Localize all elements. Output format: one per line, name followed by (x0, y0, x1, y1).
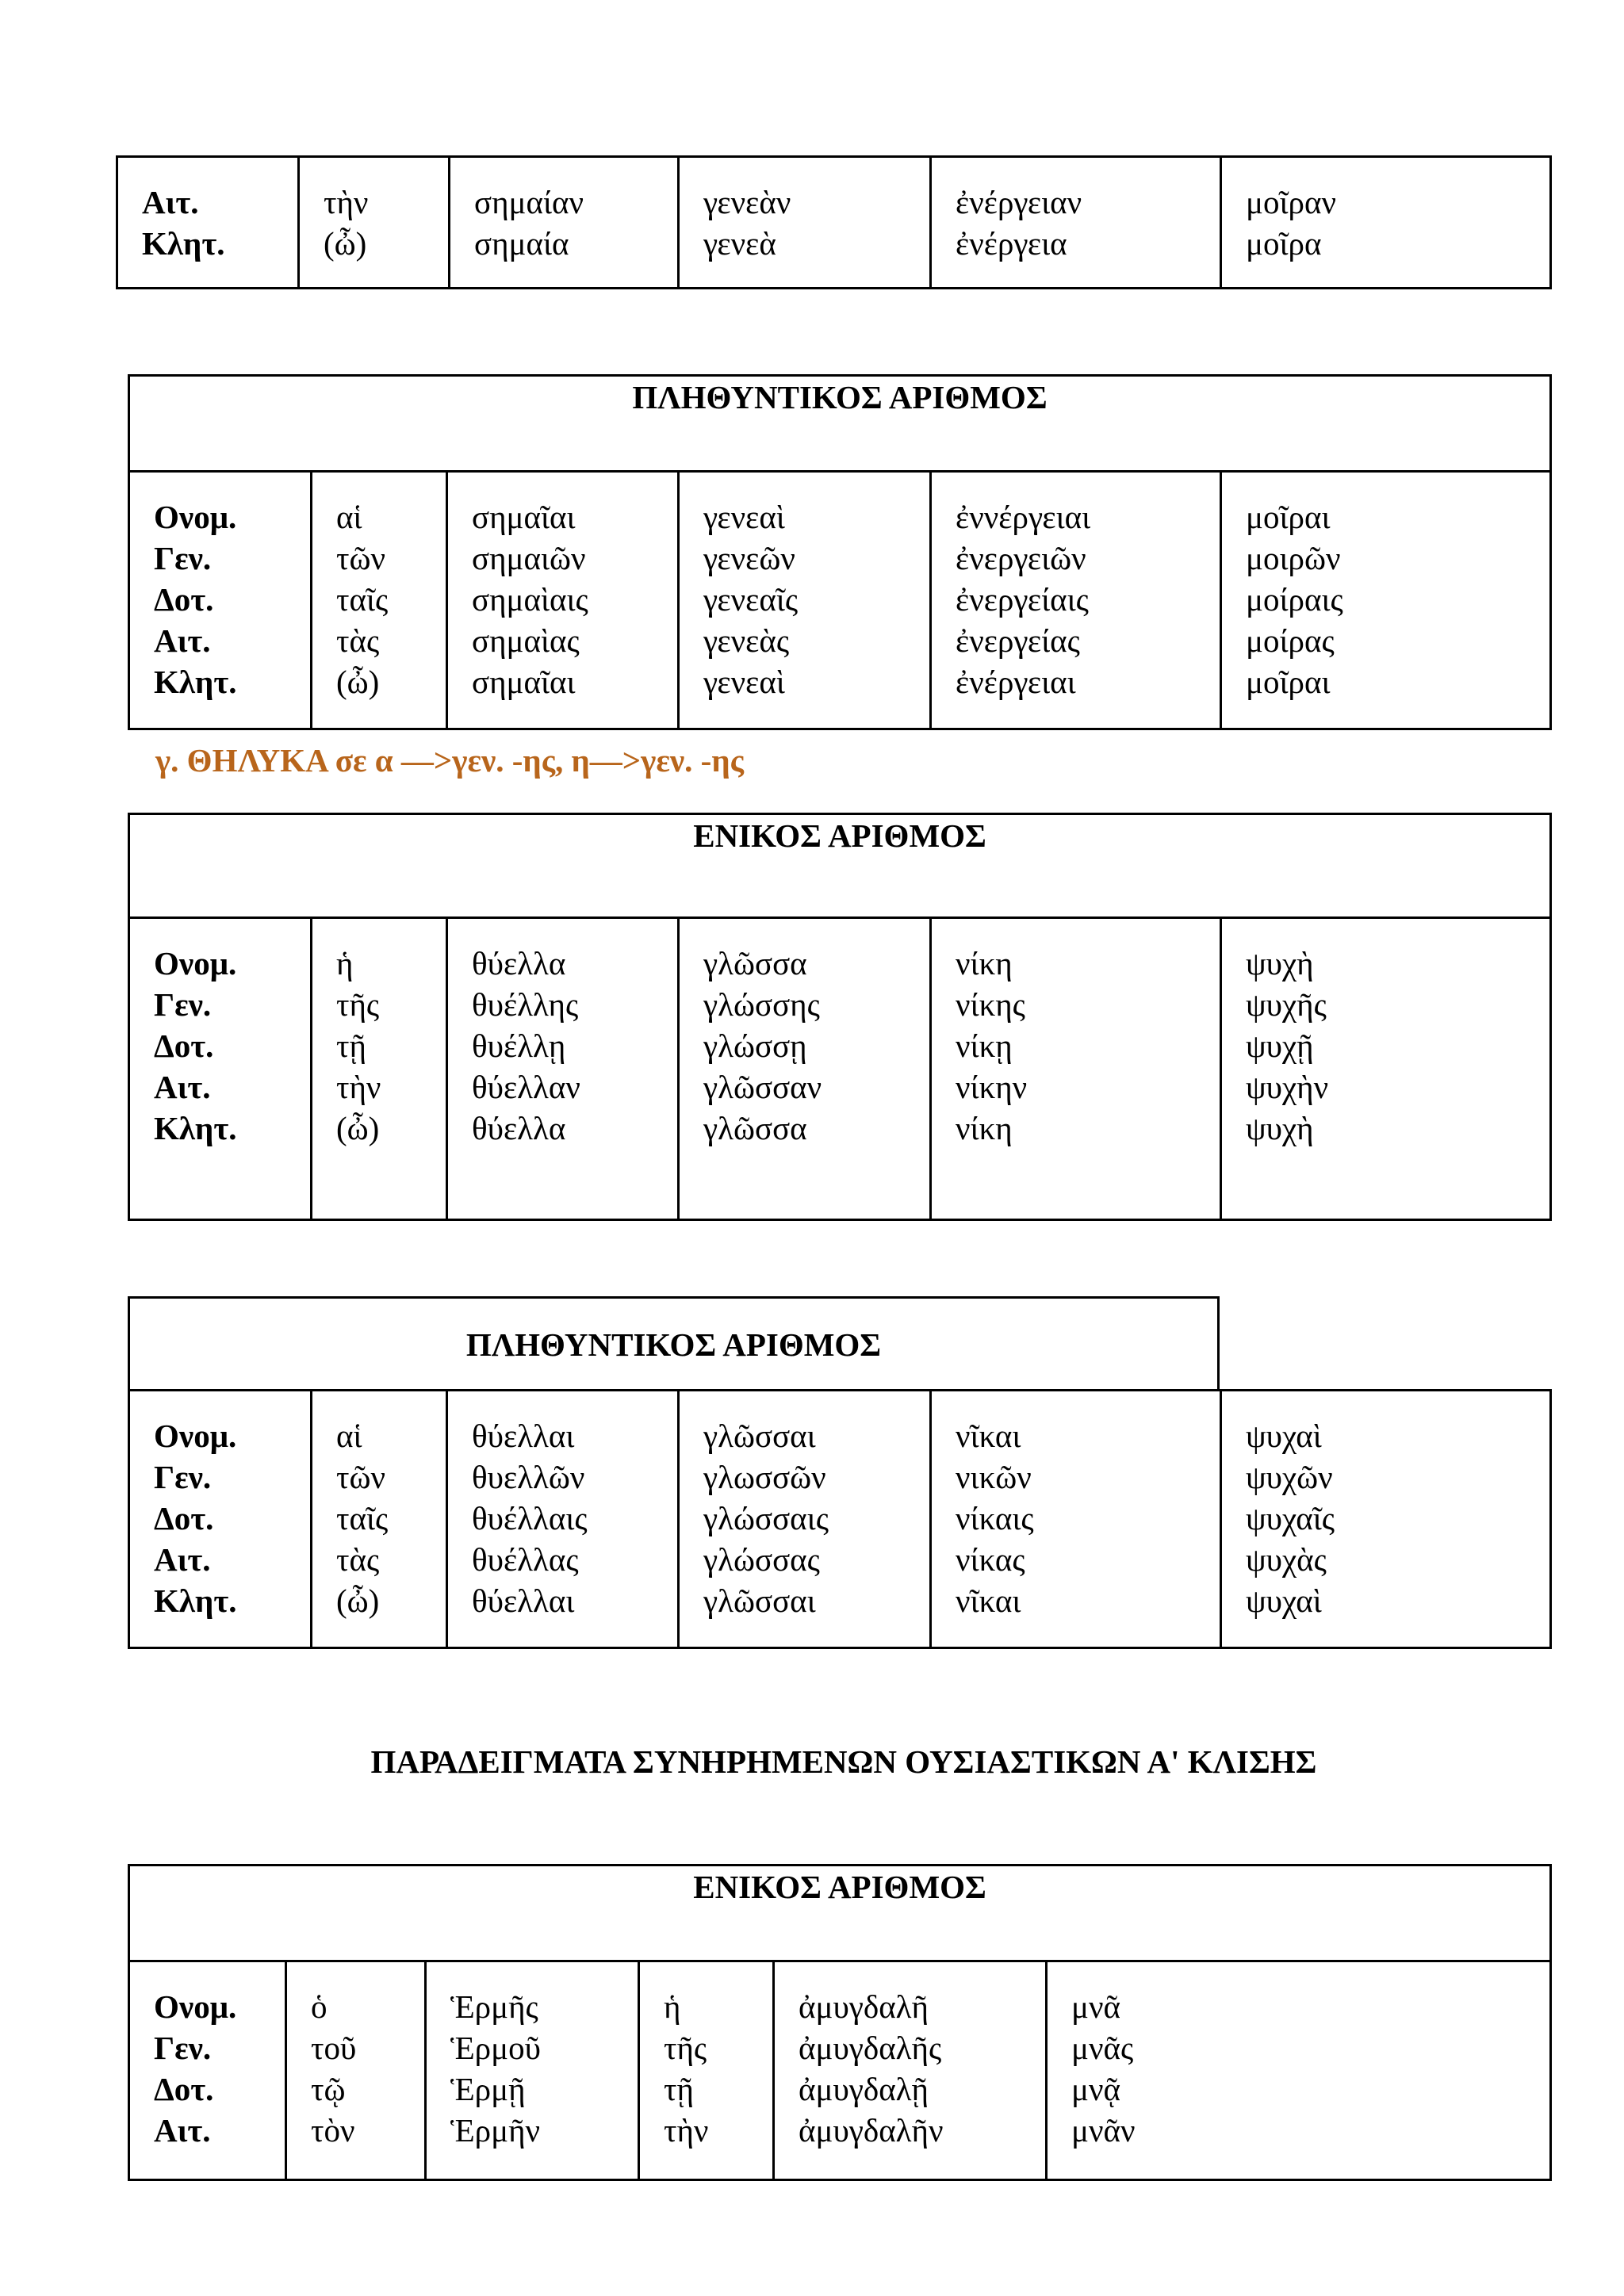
noun-column (931, 157, 1221, 289)
case-label: Γεν. (154, 540, 212, 576)
form: τὸν (311, 2112, 355, 2149)
noun-column (1221, 472, 1551, 729)
form: νῖκαι (956, 1418, 1021, 1454)
form: γενεὰς (703, 622, 790, 659)
form: νῖκαι (956, 1582, 1021, 1619)
form: ἀμυγδαλῇ (799, 2071, 929, 2107)
form: τὰς (336, 1541, 380, 1578)
table-row (129, 918, 1551, 1220)
form: ἐννέργειαι (956, 499, 1091, 535)
table-2-plural (128, 374, 1552, 730)
table-header-row (129, 376, 1551, 472)
form: σημαῖαι (472, 499, 576, 535)
form: γλώσσας (703, 1541, 820, 1578)
form: μνᾶ (1071, 1988, 1121, 2025)
case-labels (129, 1391, 312, 1648)
form: νίκην (956, 1069, 1028, 1105)
case-label: Ονομ. (154, 1988, 237, 2025)
form: ἀμυγδαλῆν (799, 2112, 944, 2149)
noun-column (450, 157, 679, 289)
form: γενεαὶ (703, 664, 785, 700)
case-label: Γεν. (154, 2030, 212, 2066)
case-labels (117, 157, 299, 289)
case-label: Αιτ. (142, 184, 199, 220)
case-label: Ονομ. (154, 945, 237, 982)
form: (ὦ) (336, 664, 380, 700)
form: γλώσσης (703, 986, 820, 1023)
form: γλῶσσα (703, 1110, 807, 1146)
article-column (299, 157, 450, 289)
form: νίκαις (956, 1500, 1034, 1536)
form: ψυχαὶ (1246, 1418, 1322, 1454)
form: Ἑρμῆν (450, 2112, 541, 2149)
table-3-singular (128, 813, 1552, 1221)
table-header: ΕΝΙΚΟΣ ΑΡΙΘΜΟΣ (129, 814, 1551, 918)
case-labels (129, 918, 312, 1220)
case-label: Ονομ. (154, 499, 237, 535)
case-label: Δοτ. (154, 581, 214, 618)
form: γενεῶν (703, 540, 795, 576)
case-label: Αιτ. (154, 622, 211, 659)
article-column (312, 472, 447, 729)
form: ἐνέργεια (956, 225, 1067, 262)
form: τῇ (664, 2071, 694, 2107)
noun-column (679, 157, 931, 289)
table-row (129, 472, 1551, 729)
form: ψυχὴν (1246, 1069, 1329, 1105)
noun-column (931, 918, 1221, 1220)
form: ἡ (664, 1988, 681, 2025)
table-4-header-box (128, 1296, 1220, 1390)
form: νίκης (956, 986, 1025, 1023)
form: ἐνέργειαι (956, 664, 1076, 700)
table-1-sg-continuation (116, 155, 1552, 289)
feminine-section-heading: γ. ΘΗΛΥΚΑ σε α —>γεν. -ης, η—>γεν. -ης (155, 742, 744, 779)
article-column (286, 1961, 426, 2180)
form: ταῖς (336, 1500, 389, 1536)
table-header-row (129, 814, 1551, 918)
form: σημαῖαι (472, 664, 576, 700)
form: θυέλλης (472, 986, 579, 1023)
article-column (312, 1391, 447, 1648)
form: ψυχῶν (1246, 1459, 1333, 1495)
form: θυέλλας (472, 1541, 579, 1578)
noun-column (679, 472, 931, 729)
case-label: Δοτ. (154, 1027, 214, 1064)
form: τὴν (336, 1069, 381, 1105)
form: μοῖραν (1246, 184, 1336, 220)
form: μοῖρα (1246, 225, 1322, 262)
form: αἱ (336, 499, 362, 535)
form: μοίρας (1246, 622, 1335, 659)
noun-column (931, 1391, 1221, 1648)
contracted-section-heading: ΠΑΡΑΔΕΙΓΜΑΤΑ ΣΥΝΗΡΗΜΕΝΩΝ ΟΥΣΙΑΣΤΙΚΩΝ Α' ΚΛΙΣΗΣ (370, 1743, 1317, 1780)
noun-column (426, 1961, 639, 2180)
table-row (129, 1961, 1551, 2180)
form: θύελλαι (472, 1582, 575, 1619)
form: τῇ (336, 1027, 366, 1064)
noun-column (774, 1961, 1047, 2180)
noun-column (447, 1391, 679, 1648)
form: ὁ (311, 1988, 327, 2025)
form: ἀμυγδαλῆς (799, 2030, 942, 2066)
form: μοῖραι (1246, 499, 1331, 535)
form: ψυχαὶ (1246, 1582, 1322, 1619)
form: ἡ (336, 945, 354, 982)
table-row (117, 157, 1551, 289)
form: γενεαὶ (703, 499, 785, 535)
table-row (129, 1391, 1551, 1648)
form: ψυχὴ (1246, 1110, 1314, 1146)
form: θύελλαν (472, 1069, 580, 1105)
article-column (312, 918, 447, 1220)
noun-column (931, 472, 1221, 729)
table-header-row (129, 1866, 1551, 1961)
form: μοῖραι (1246, 664, 1331, 700)
form: τῷ (311, 2071, 346, 2107)
form: αἱ (336, 1418, 362, 1454)
form: γλῶσσαι (703, 1418, 816, 1454)
form: μνᾷ (1071, 2071, 1121, 2107)
form: σημαὶας (472, 622, 580, 659)
form: ἐνεργειῶν (956, 540, 1086, 576)
noun-column (447, 918, 679, 1220)
form: Ἑρμοῦ (450, 2030, 541, 2066)
form: ἐνεργείας (956, 622, 1080, 659)
form: νικῶν (956, 1459, 1032, 1495)
form: μνᾶς (1071, 2030, 1134, 2066)
form: τῆς (336, 986, 380, 1023)
noun-column (679, 918, 931, 1220)
form: ἐνέργειαν (956, 184, 1082, 220)
noun-column (679, 1391, 931, 1648)
form: γλωσσῶν (703, 1459, 826, 1495)
table-header: ΠΛΗΘΥΝΤΙΚΟΣ ΑΡΙΘΜΟΣ (465, 1326, 882, 1363)
case-label: Αιτ. (154, 2112, 211, 2149)
case-label: Κλητ. (154, 1110, 237, 1146)
form: (ὦ) (324, 225, 367, 262)
noun-column (1221, 157, 1551, 289)
table-header: ΕΝΙΚΟΣ ΑΡΙΘΜΟΣ (129, 1866, 1551, 1961)
form: νίκη (956, 945, 1013, 982)
case-label: Κλητ. (142, 225, 225, 262)
form: γλῶσσα (703, 945, 807, 982)
case-label: Κλητ. (154, 664, 237, 700)
case-label: Γεν. (154, 1459, 212, 1495)
form: γενεὰν (703, 184, 791, 220)
form: νίκας (956, 1541, 1025, 1578)
case-label: Δοτ. (154, 1500, 214, 1536)
form: Ἑρμῇ (450, 2071, 526, 2107)
case-labels (129, 472, 312, 729)
form: (ὦ) (336, 1582, 380, 1619)
form: σημαίαν (474, 184, 584, 220)
form: σημαὶαις (472, 581, 588, 618)
form: γενεὰ (703, 225, 776, 262)
form: σημαία (474, 225, 569, 262)
table-header: ΠΛΗΘΥΝΤΙΚΟΣ ΑΡΙΘΜΟΣ (129, 376, 1551, 472)
form: τῶν (336, 540, 386, 576)
form: τῆς (664, 2030, 707, 2066)
form: ψυχῇ (1246, 1027, 1314, 1064)
form: ψυχῆς (1246, 986, 1327, 1023)
case-label: Γεν. (154, 986, 212, 1023)
form: θυελλῶν (472, 1459, 585, 1495)
case-label: Κλητ. (154, 1582, 237, 1619)
case-label: Αιτ. (154, 1541, 211, 1578)
form: θύελλαι (472, 1418, 575, 1454)
form: τὴν (324, 184, 369, 220)
article-column (639, 1961, 774, 2180)
form: θύελλα (472, 1110, 566, 1146)
noun-column (1047, 1961, 1551, 2180)
form: γλώσσῃ (703, 1027, 807, 1064)
form: θυέλλαις (472, 1500, 588, 1536)
form: σημαιῶν (472, 540, 586, 576)
form: ψυχὰς (1246, 1541, 1327, 1578)
form: μνᾶν (1071, 2112, 1136, 2149)
form: Ἑρμῆς (450, 1988, 538, 2025)
form: τῶν (336, 1459, 386, 1495)
form: γενεαῖς (703, 581, 799, 618)
noun-column (447, 472, 679, 729)
form: τοῦ (311, 2030, 357, 2066)
form: μοιρῶν (1246, 540, 1341, 576)
form: νίκη (956, 1110, 1013, 1146)
form: ψυχὴ (1246, 945, 1314, 982)
form: γλῶσσαν (703, 1069, 822, 1105)
case-label: Ονομ. (154, 1418, 237, 1454)
form: τὴν (664, 2112, 709, 2149)
form: νίκῃ (956, 1027, 1013, 1064)
form: θυέλλῃ (472, 1027, 566, 1064)
table-5-contracted-singular (128, 1864, 1552, 2181)
case-label: Δοτ. (154, 2071, 214, 2107)
form: ἀμυγδαλῆ (799, 1988, 929, 2025)
form: τὰς (336, 622, 380, 659)
form: ψυχαῖς (1246, 1500, 1335, 1536)
form: ἐνεργείαις (956, 581, 1089, 618)
form: γλῶσσαι (703, 1582, 816, 1619)
form: ταῖς (336, 581, 389, 618)
form: (ὦ) (336, 1110, 380, 1146)
table-4-plural (128, 1389, 1552, 1649)
case-label: Αιτ. (154, 1069, 211, 1105)
form: γλώσσαις (703, 1500, 829, 1536)
noun-column (1221, 1391, 1551, 1648)
form: μοίραις (1246, 581, 1343, 618)
case-labels (129, 1961, 286, 2180)
form: θύελλα (472, 945, 566, 982)
noun-column (1221, 918, 1551, 1220)
